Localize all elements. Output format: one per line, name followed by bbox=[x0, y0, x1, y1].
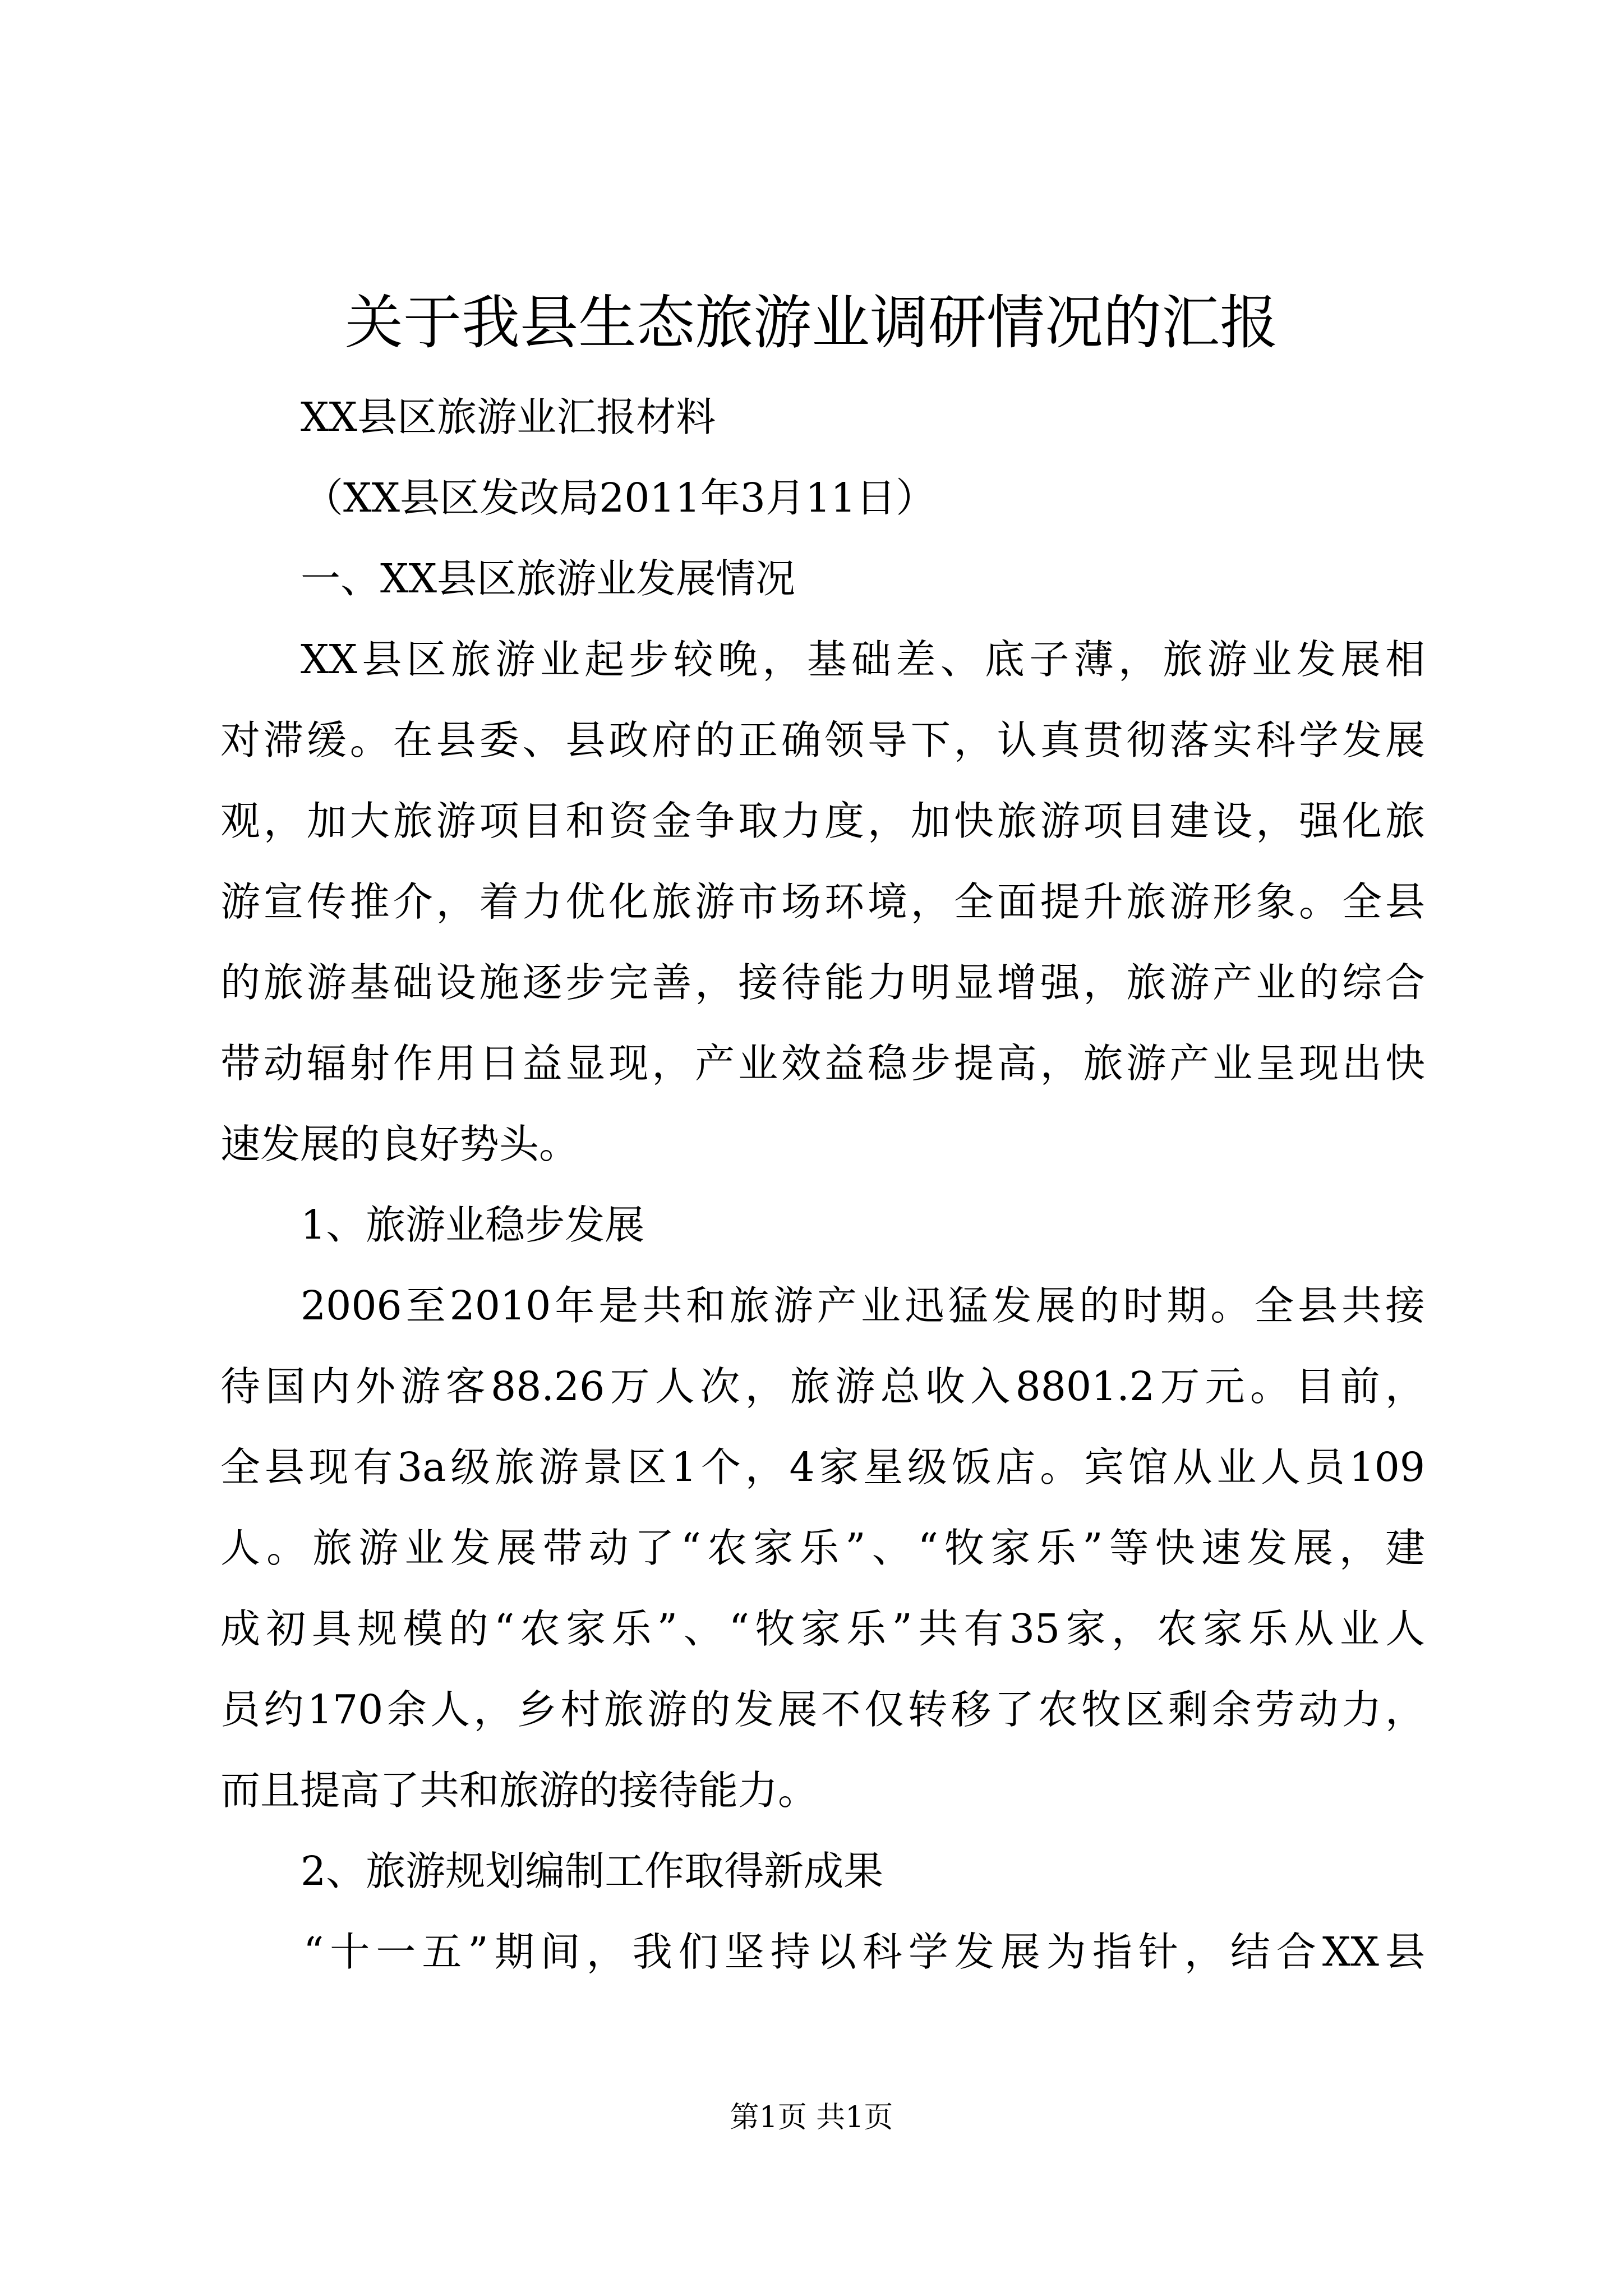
paragraph-line: 待国内外游客88.26万人次，旅游总收入8801.2万元。目前， bbox=[220, 1363, 1425, 1410]
paragraph-line: 成初具规模的“农家乐”、“牧家乐”共有35家，农家乐从业人 bbox=[220, 1605, 1425, 1652]
paragraph-line: XX县区旅游业起步较晚，基础差、底子薄，旅游业发展相 bbox=[301, 636, 1425, 683]
subsection-heading-2: 2、旅游规划编制工作取得新成果 bbox=[301, 1848, 884, 1894]
subsection-heading-1: 1、旅游业稳步发展 bbox=[301, 1202, 645, 1248]
report-subtitle: XX县区旅游业汇报材料 bbox=[301, 394, 716, 440]
page-number-footer: 第1页 共1页 bbox=[730, 2101, 893, 2134]
paragraph-line: 全县现有3a级旅游景区1个，4家星级饭店。宾馆从业人员109 bbox=[220, 1444, 1425, 1490]
paragraph-line: 2006至2010年是共和旅游产业迅猛发展的时期。全县共接 bbox=[301, 1282, 1425, 1329]
paragraph-line: 对滞缓。在县委、县政府的正确领导下，认真贯彻落实科学发展 bbox=[220, 717, 1425, 763]
paragraph-line: 人。旅游业发展带动了“农家乐”、“牧家乐”等快速发展，建 bbox=[220, 1525, 1425, 1571]
section-heading-1: 一、XX县区旅游业发展情况 bbox=[301, 555, 796, 602]
paragraph-line: 观，加大旅游项目和资金争取力度，加快旅游项目建设，强化旅 bbox=[220, 798, 1425, 844]
paragraph-line: 员约170余人，乡村旅游的发展不仅转移了农牧区剩余劳动力， bbox=[220, 1686, 1425, 1733]
paragraph-line: 而且提高了共和旅游的接待能力。 bbox=[220, 1767, 818, 1814]
paragraph-line: 速发展的良好势头。 bbox=[220, 1121, 579, 1167]
paragraph-line: “十一五”期间，我们坚持以科学发展为指针，结合XX县 bbox=[303, 1929, 1425, 1975]
report-date-line: （XX县区发改局2011年3月11日） bbox=[303, 475, 936, 521]
paragraph-line: 的旅游基础设施逐步完善，接待能力明显增强，旅游产业的综合 bbox=[220, 959, 1425, 1006]
paragraph-line: 带动辐射作用日益显现，产业效益稳步提高，旅游产业呈现出快 bbox=[220, 1040, 1425, 1087]
document-title: 关于我县生态旅游业调研情况的汇报 bbox=[344, 288, 1278, 357]
paragraph-line: 游宣传推介，着力优化旅游市场环境，全面提升旅游形象。全县 bbox=[220, 878, 1425, 925]
document-body bbox=[220, 377, 1425, 1993]
